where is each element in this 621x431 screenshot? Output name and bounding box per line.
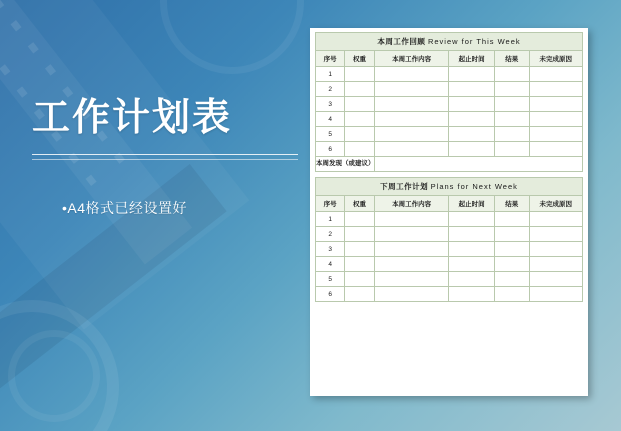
table-row[interactable] [316, 67, 583, 82]
row-index: 1 [316, 212, 345, 227]
table-row[interactable] [316, 272, 583, 287]
cell-content[interactable] [374, 242, 449, 257]
note-label: 本周发现（或建议） [316, 157, 375, 172]
cell-weight[interactable] [345, 272, 374, 287]
cell-reason[interactable] [529, 257, 582, 272]
subtitle-text: •A4格式已经设置好 [62, 199, 188, 216]
cell-reason[interactable] [529, 127, 582, 142]
cell-result[interactable] [494, 227, 529, 242]
col-header-weight: 权重 [345, 51, 374, 67]
row-index: 4 [316, 257, 345, 272]
cell-weight[interactable] [345, 287, 374, 302]
cell-result[interactable] [494, 272, 529, 287]
cell-weight[interactable] [345, 127, 374, 142]
cell-weight[interactable] [345, 257, 374, 272]
table-plans [315, 195, 583, 302]
table-row[interactable] [316, 142, 583, 157]
col-header-content: 本周工作内容 [374, 51, 449, 67]
cell-weight[interactable] [345, 112, 374, 127]
cell-period[interactable] [449, 272, 494, 287]
cell-period[interactable] [449, 287, 494, 302]
cell-reason[interactable] [529, 287, 582, 302]
col-header-period: 起止时间 [449, 196, 494, 212]
cell-content[interactable] [374, 97, 449, 112]
cell-reason[interactable] [529, 142, 582, 157]
decor-circle-top [160, 0, 304, 74]
decor-circle-small [8, 330, 100, 422]
row-index: 6 [316, 287, 345, 302]
col-header-content: 本周工作内容 [374, 196, 449, 212]
page-title: 工作计划表 [32, 97, 233, 139]
cell-period[interactable] [449, 112, 494, 127]
row-index: 6 [316, 142, 345, 157]
cell-result[interactable] [494, 287, 529, 302]
cell-weight[interactable] [345, 97, 374, 112]
cell-reason[interactable] [529, 242, 582, 257]
table-row[interactable] [316, 112, 583, 127]
cell-period[interactable] [449, 242, 494, 257]
col-header-weight: 权重 [345, 196, 374, 212]
cell-period[interactable] [449, 82, 494, 97]
cell-reason[interactable] [529, 67, 582, 82]
col-header-period: 起止时间 [449, 51, 494, 67]
cell-content[interactable] [374, 272, 449, 287]
cell-result[interactable] [494, 257, 529, 272]
row-index: 3 [316, 242, 345, 257]
cell-reason[interactable] [529, 272, 582, 287]
cell-result[interactable] [494, 127, 529, 142]
cell-weight[interactable] [345, 142, 374, 157]
table-row[interactable] [316, 242, 583, 257]
title-block [32, 98, 298, 218]
cell-content[interactable] [374, 287, 449, 302]
cell-result[interactable] [494, 67, 529, 82]
section-title-cn: 本周工作回顾 [377, 37, 426, 46]
document-sheet [310, 28, 588, 396]
cell-weight[interactable] [345, 67, 374, 82]
cell-result[interactable] [494, 142, 529, 157]
row-index: 5 [316, 127, 345, 142]
divider-line-top [32, 154, 298, 155]
row-index: 3 [316, 97, 345, 112]
title-divider [32, 154, 298, 160]
cell-weight[interactable] [345, 212, 374, 227]
col-header-index: 序号 [316, 196, 345, 212]
cell-result[interactable] [494, 82, 529, 97]
cell-period[interactable] [449, 227, 494, 242]
table-row[interactable] [316, 82, 583, 97]
row-index: 2 [316, 82, 345, 97]
cell-reason[interactable] [529, 227, 582, 242]
cell-content[interactable] [374, 127, 449, 142]
row-index: 5 [316, 272, 345, 287]
cell-content[interactable] [374, 142, 449, 157]
section-header-plans [315, 177, 583, 196]
col-header-result: 结果 [494, 196, 529, 212]
table-row[interactable] [316, 227, 583, 242]
cell-content[interactable] [374, 82, 449, 97]
cell-reason[interactable] [529, 112, 582, 127]
cell-weight[interactable] [345, 242, 374, 257]
cell-period[interactable] [449, 212, 494, 227]
divider-line-bottom [32, 159, 298, 160]
cell-weight[interactable] [345, 82, 374, 97]
cell-period[interactable] [449, 97, 494, 112]
section-header-review [315, 32, 583, 51]
cell-result[interactable] [494, 242, 529, 257]
cell-weight[interactable] [345, 227, 374, 242]
row-index: 1 [316, 67, 345, 82]
section-title-en: Review for This Week [427, 37, 521, 46]
cell-content[interactable] [374, 67, 449, 82]
row-index: 2 [316, 227, 345, 242]
cell-content[interactable] [374, 212, 449, 227]
table-row[interactable] [316, 257, 583, 272]
table-row[interactable] [316, 287, 583, 302]
table-header-row [316, 196, 583, 212]
cell-result[interactable] [494, 97, 529, 112]
row-index: 4 [316, 112, 345, 127]
table-row[interactable] [316, 97, 583, 112]
table-row[interactable] [316, 127, 583, 142]
table-row[interactable] [316, 212, 583, 227]
cell-period[interactable] [449, 257, 494, 272]
cell-reason[interactable] [529, 97, 582, 112]
cell-content[interactable] [374, 227, 449, 242]
cell-reason[interactable] [529, 212, 582, 227]
col-header-index: 序号 [316, 51, 345, 67]
col-header-reason: 未完成原因 [529, 196, 582, 212]
cell-content[interactable] [374, 257, 449, 272]
cell-result[interactable] [494, 112, 529, 127]
table-header-row [316, 51, 583, 67]
cell-period[interactable] [449, 142, 494, 157]
table-review [315, 50, 583, 172]
note-row[interactable] [316, 157, 583, 172]
cell-reason[interactable] [529, 82, 582, 97]
cell-result[interactable] [494, 212, 529, 227]
cell-period[interactable] [449, 67, 494, 82]
section-title-cn: 下周工作计划 [380, 182, 429, 191]
col-header-result: 结果 [494, 51, 529, 67]
cell-period[interactable] [449, 127, 494, 142]
col-header-reason: 未完成原因 [529, 51, 582, 67]
decor-circle-large [0, 300, 119, 431]
cell-content[interactable] [374, 112, 449, 127]
note-field[interactable] [374, 157, 582, 172]
section-title-en: Plans for Next Week [430, 182, 518, 191]
